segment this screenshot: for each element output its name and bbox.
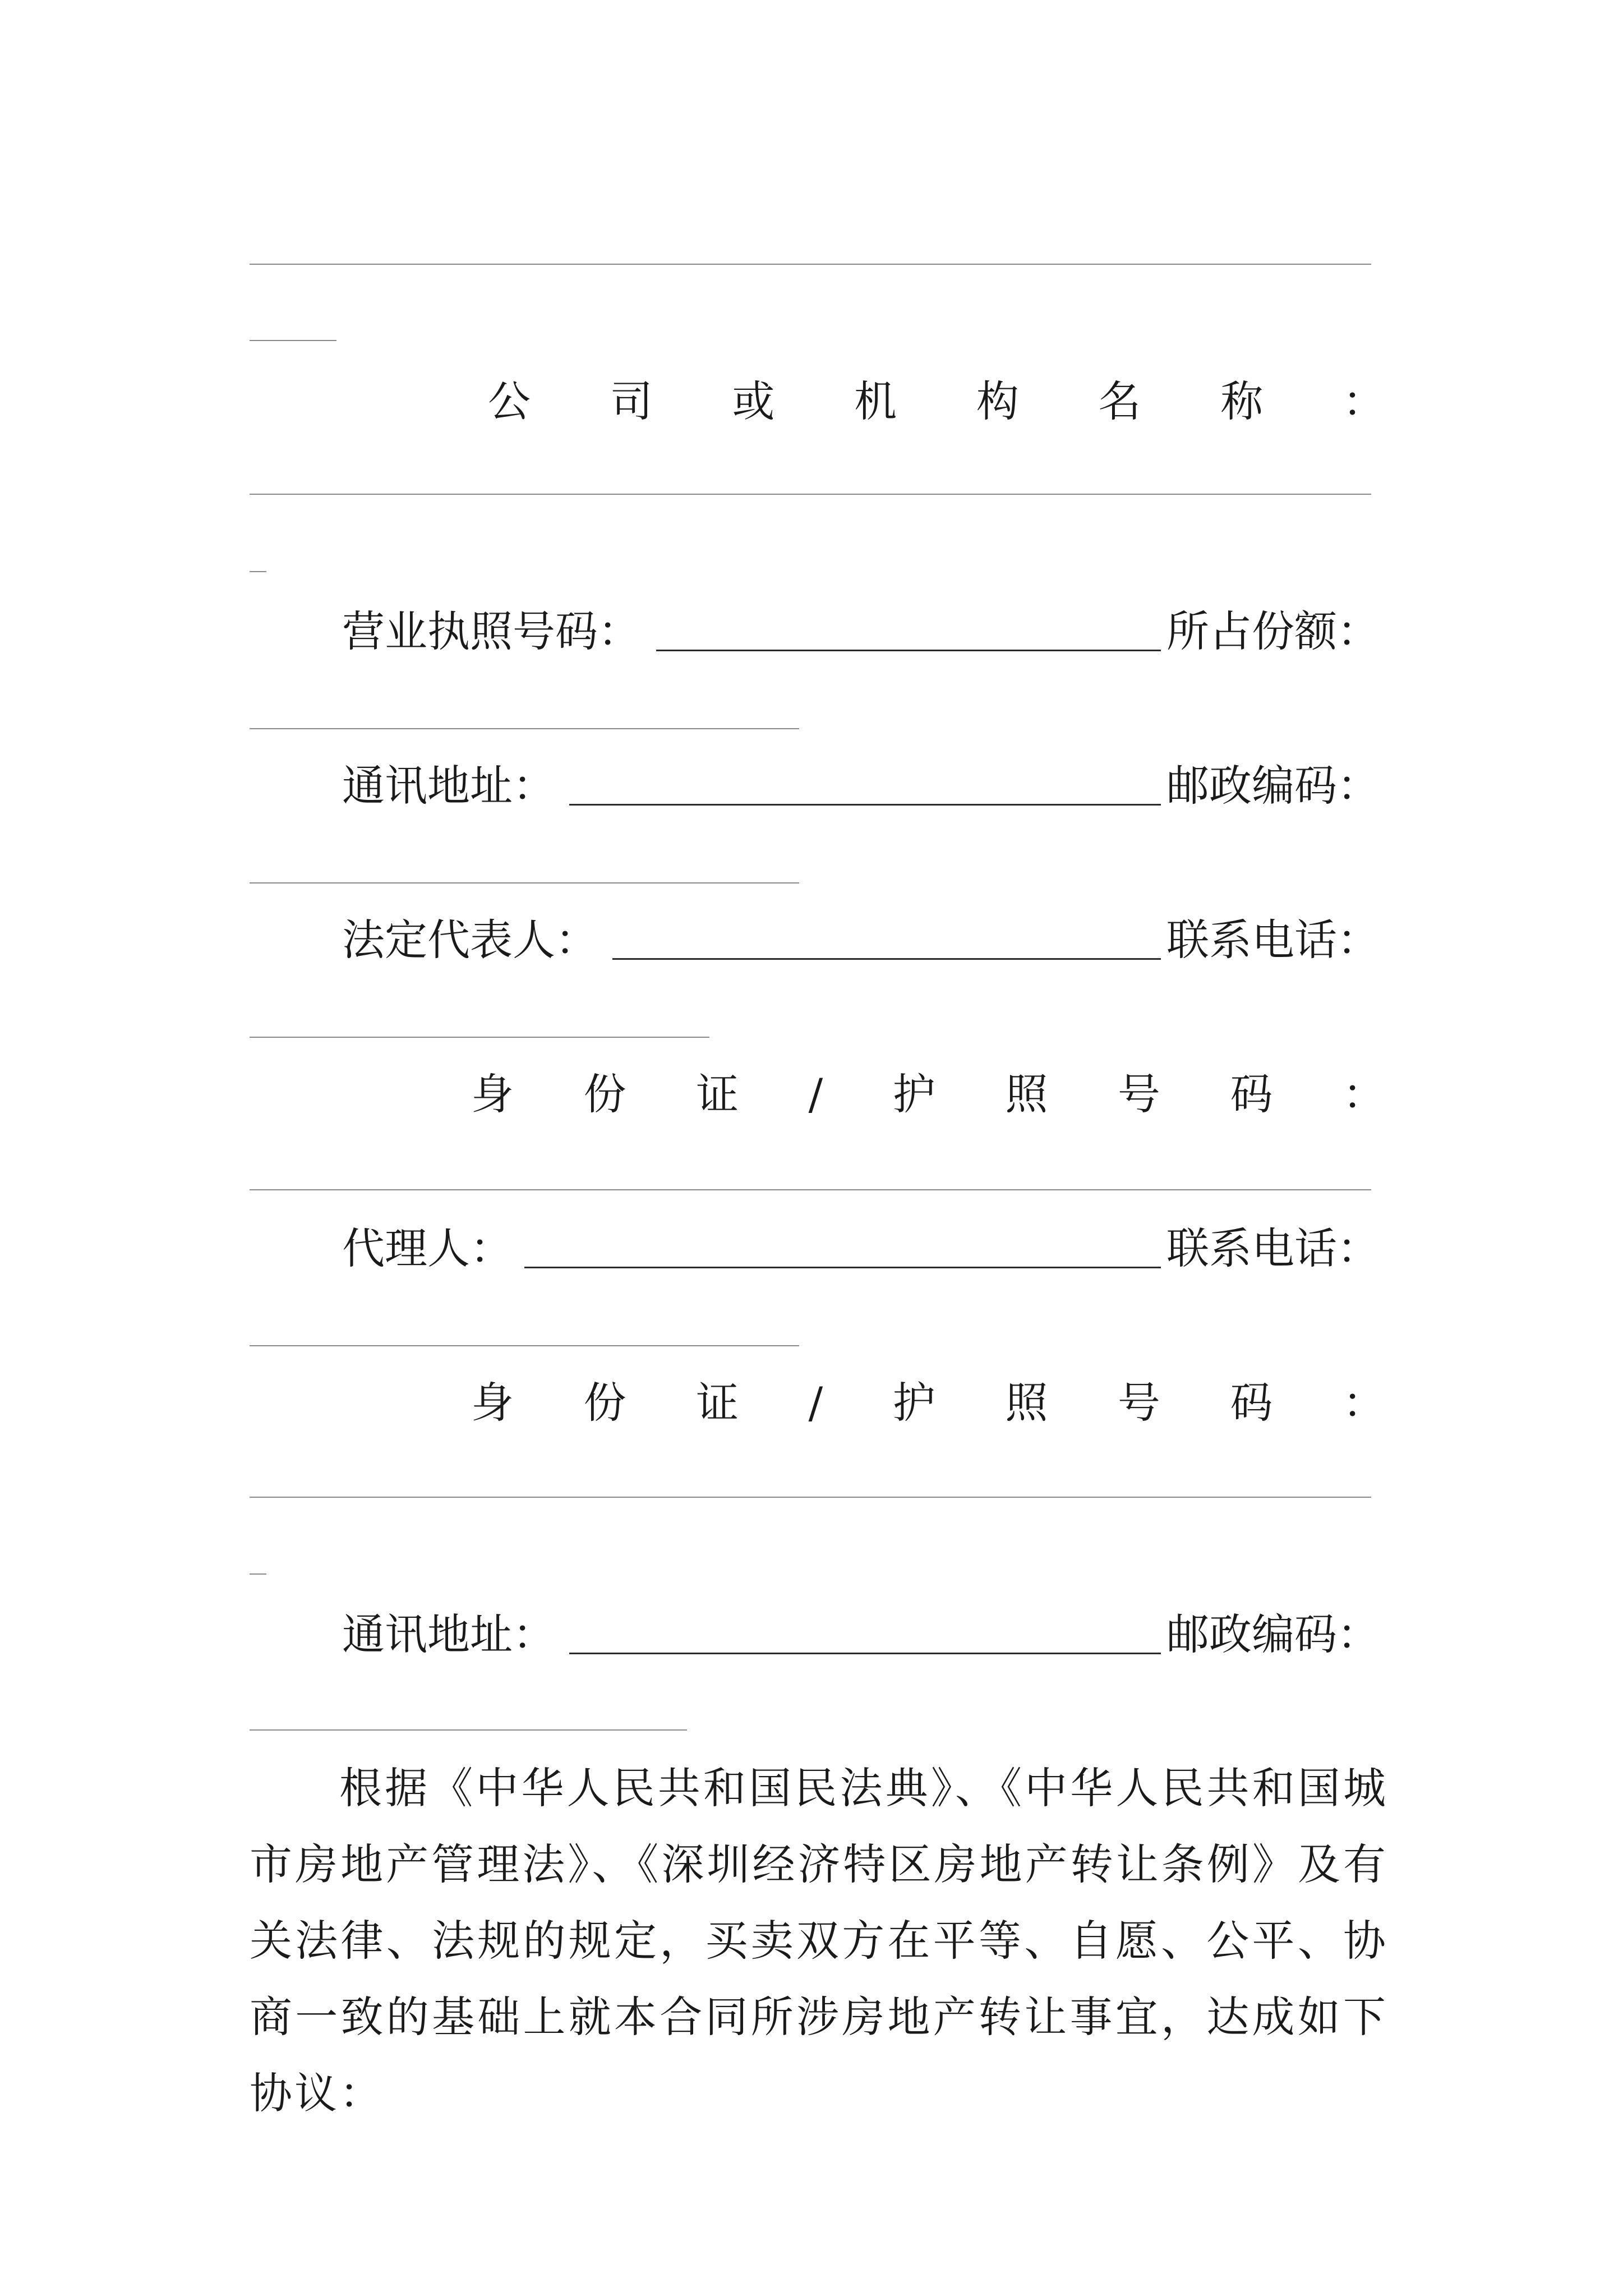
label-char: 证 [696,1378,739,1428]
label-char: 身 [471,1069,514,1119]
phone-field[interactable] [250,1037,709,1038]
label-char: 身 [471,1378,514,1428]
legal-rep-label: 法定代表人： [342,915,598,965]
legal-rep-field[interactable] [612,958,1161,960]
share-label: 所占份额： [1166,606,1380,656]
label-char: ： [1342,1378,1385,1428]
address-field[interactable] [569,804,1161,806]
agent-id-label [471,1377,1385,1429]
postcode-field[interactable] [250,882,799,884]
label-char: 照 [1005,1069,1048,1119]
label-char: 或 [732,376,775,426]
agent-field[interactable] [524,1267,1161,1268]
label-char: 构 [976,376,1019,426]
company-name-label [488,376,1385,427]
label-char: 照 [1005,1378,1048,1428]
license-label: 营业执照号码： [342,606,640,656]
agreement-preamble: 根据《中华人民共和国民法典》、《中华人民共和国城市房地产管理法》、《深圳经济特区房地产转让条例》及有关法律、法规的规定，买卖双方在平等、自愿、公平、协商一致的基础上就本合同所涉房地产转让事宜，达成如下协议： [250,1763,1388,2118]
company-name-field[interactable] [250,494,1371,495]
label-char: 码 [1230,1069,1273,1119]
address2-field[interactable] [569,1653,1161,1654]
label-char: 公 [488,376,531,426]
label-char: ： [1342,376,1385,426]
postcode2-label: 邮政编码： [1166,1609,1380,1659]
label-char: 号 [1117,1069,1160,1119]
label-char: 码 [1230,1378,1273,1428]
label-char: / [808,1069,823,1119]
id-label [471,1069,1385,1120]
phone-label: 联系电话： [1166,915,1380,965]
address-label: 通讯地址： [342,761,555,811]
address2-label: 通讯地址： [342,1609,555,1659]
label-char: 称 [1220,376,1264,426]
agent-id-field[interactable] [250,1497,1371,1498]
label-char: 司 [610,376,653,426]
label-char: 机 [854,376,897,426]
share-field[interactable] [250,728,799,729]
fill-line[interactable] [250,264,1371,265]
label-char: 份 [583,1069,626,1119]
postcode2-field[interactable] [250,1729,687,1731]
label-char: 号 [1117,1378,1160,1428]
label-char: 证 [696,1069,739,1119]
id-field[interactable] [250,1189,1371,1190]
agent-phone-label: 联系电话： [1166,1223,1380,1273]
label-char: / [808,1378,823,1428]
postcode-label: 邮政编码： [1166,761,1380,811]
agent-id-field-tail[interactable] [250,1573,266,1575]
agent-phone-field[interactable] [250,1345,799,1346]
label-char: 份 [583,1378,626,1428]
label-char: 护 [892,1069,935,1119]
label-char: ： [1342,1069,1385,1119]
fill-line[interactable] [250,340,336,341]
agent-label: 代理人： [342,1223,513,1273]
license-number-field[interactable] [656,650,1161,651]
label-char: 名 [1098,376,1141,426]
label-char: 护 [892,1378,935,1428]
company-name-field-tail[interactable] [250,571,266,572]
